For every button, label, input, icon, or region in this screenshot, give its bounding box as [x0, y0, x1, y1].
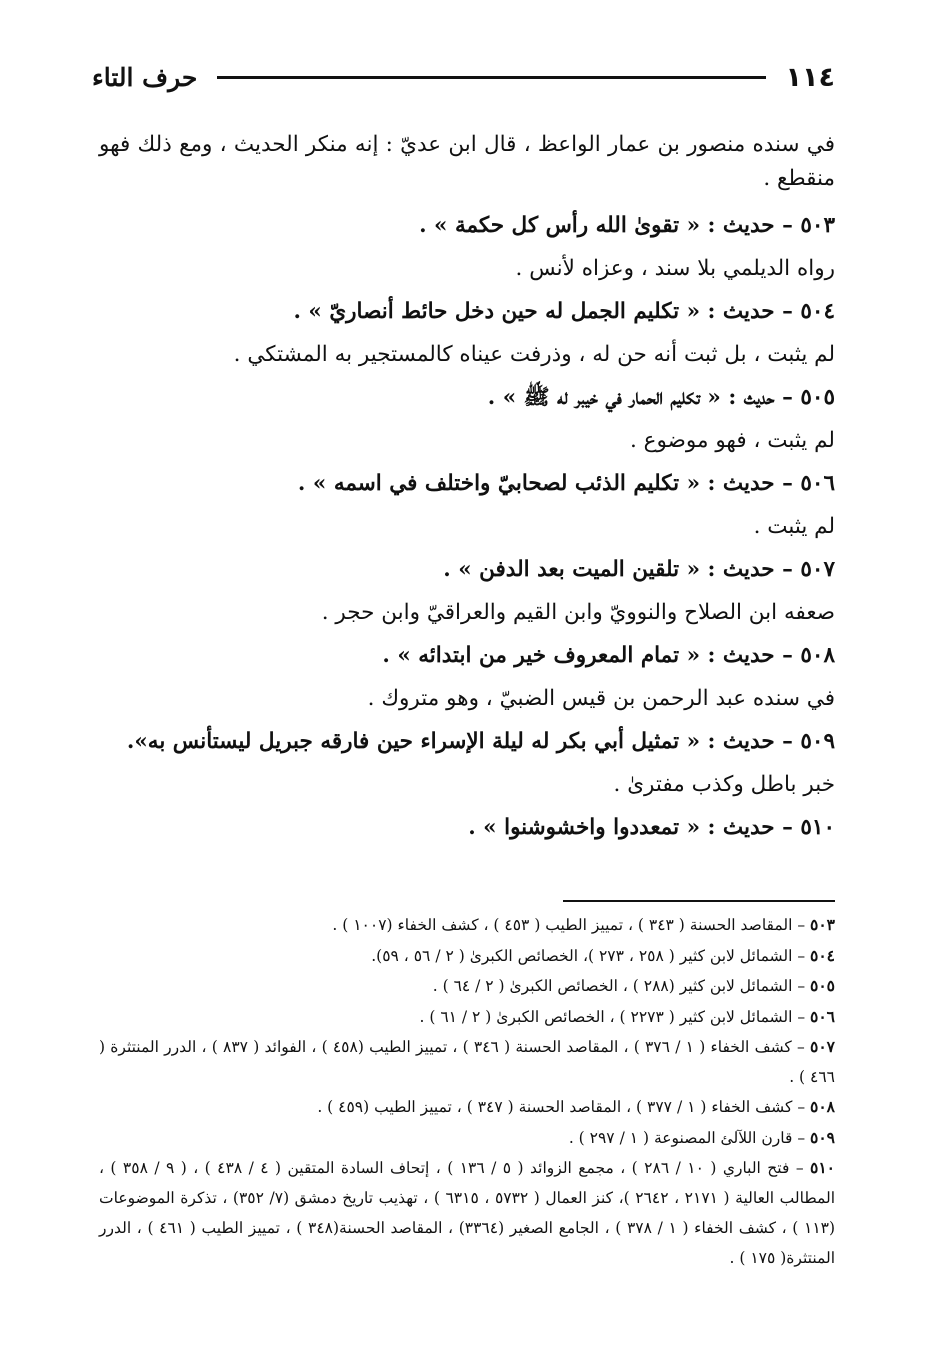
footnote-508 [99, 1092, 835, 1123]
entry-number: ٥٠٩ [800, 729, 835, 754]
hadith-entry-509 [99, 720, 835, 763]
main-text [99, 128, 835, 849]
entry-remark-507: صعفه ابن الصلاح والنوويّ وابن القيم والعراقيّ وابن حجر . [321, 600, 835, 625]
footnote-number: ٥٠٤ [810, 945, 835, 965]
footnote-text: – الشمائل لابن كثير (٢٨٨ ) ، الخصائص الكبرىٰ ( ٢ / ٦٤ ) . [432, 977, 806, 995]
footnote-number: ٥٠٩ [810, 1127, 835, 1147]
intro-paragraph: في سنده منصور بن عمار الواعظ ، قال ابن عديّ : إنه منكر الحديث ، ومع ذلك فهو منقطع . [99, 132, 835, 191]
entry-number: ٥٠٥ [800, 385, 835, 410]
footnote-506 [99, 1002, 835, 1033]
entry-number: ٥٠٨ [800, 643, 835, 668]
footnote-text: – الشمائل لابن كثير ( ٢٥٨ ، ٢٧٣ )، الخصائص الكبرىٰ ( ٢ / ٥٦ ، ٥٩). [371, 946, 806, 965]
entry-text: – حديث : « تكليم الحمار في خيبر له ﷺ » . [487, 385, 793, 410]
footnote-504 [99, 941, 835, 972]
entry-remark-504: لم يثبت ، بل ثبت أنه حن له ، وذرفت عيناه كالمستجير به المشتكي . [233, 342, 835, 367]
entry-remark-509: خبر باطل وكذب مفترىٰ . [613, 772, 835, 797]
entry-text: – حديث : « تلقين الميت بعد الدفن » . [443, 557, 793, 582]
page-number: ١١٤ [785, 61, 835, 93]
hadith-entry-503 [99, 204, 835, 247]
footnote-507 [99, 1032, 835, 1092]
footnote-text: – كشف الخفاء ( ١ / ٣٧٦ ) ، المقاصد الحسنة ( ٣٤٦ ) ، تمييز الطيب (٤٥٨ ) ، الفوائد ( ٨٣٧ ) ، الدرر المنتثرة ( ٤٦٦ ) . [99, 1038, 835, 1086]
hadith-entry-504 [99, 290, 835, 333]
hadith-entry-506 [99, 462, 835, 505]
entry-text: – حديث : « تمثيل أبي بكر له ليلة الإسراء حين فارقه جبريل ليستأنس به». [126, 729, 793, 754]
chapter-title: حرف التاء [92, 62, 198, 92]
footnote-text: – المقاصد الحسنة ( ٣٤٣ ) ، تمييز الطيب ( ٤٥٣ ) ، كشف الخفاء (١٠٠٧ ) . [332, 916, 806, 934]
header-rule [217, 76, 765, 79]
entry-text: – حديث : « تكليم الذئب لصحابيّ واختلف في اسمه » . [297, 471, 793, 496]
hadith-entry-505 [99, 376, 835, 419]
footnote-number: ٥٠٧ [810, 1037, 836, 1056]
entry-remark-505: لم يثبت ، فهو موضوع . [630, 428, 835, 453]
entry-number: ٥١٠ [800, 815, 835, 840]
entry-number: ٥٠٣ [800, 213, 835, 238]
entry-remark-503: رواه الديلمي بلا سند ، وعزاه لأنس . [515, 256, 835, 281]
entry-remark-506: لم يثبت . [753, 514, 835, 539]
entry-number: ٥٠٤ [800, 299, 835, 324]
entry-text: – حديث : « تمعددوا واخشوشنوا » . [468, 815, 793, 840]
hadith-entry-510 [99, 806, 835, 849]
hadith-entry-508 [99, 634, 835, 677]
footnote-text: – فتح الباري ( ١٠ / ٢٨٦ ) ، مجمع الزوائد ( ٥ / ١٣٦ ) ، إتحاف السادة المتقين ( ٤ / ٤٣٨ ) ، ( ٩ / ٣٥٨ ) ، المطالب العالية ( ٢١٧١ ، ٢٦٤٢ )، كنز العمال ( ٥٧٣٢ ، ٦٣١٥ ) ، تهذيب تاريخ دمشق (٧/ ٣٥٢) ، تذكرة الموضوعات (١١٣ ) ، كشف الخفاء ( ١ / ٣٧٨ ) ، الجامع الصغير (٣٣٦٤) ، المقاصد الحسنة(٣٤٨ ) ، تمييز الطيب ( ٤٦١ ) ، الدرر المنتثرة( ١٧٥ ) . [99, 1159, 836, 1267]
footnote-number: ٥٠٣ [810, 915, 835, 934]
footnote-text: – قارن اللآلئ المصنوعة ( ١ / ٢٩٧ ) . [568, 1128, 806, 1147]
entry-number: ٥٠٧ [800, 557, 835, 582]
footnote-text: – الشمائل لابن كثير ( ٢٢٧٣ ) ، الخصائص الكبرىٰ ( ٢ / ٦١ ) . [419, 1007, 806, 1026]
entry-text: – حديث : « تقوىٰ الله رأس كل حكمة » . [419, 213, 793, 238]
footnote-number: ٥٠٨ [810, 1097, 835, 1116]
footnote-509 [99, 1123, 835, 1154]
footnote-510 [99, 1153, 835, 1273]
footnote-503 [99, 910, 835, 941]
footnote-505 [99, 971, 835, 1002]
footnote-number: ٥١٠ [810, 1158, 835, 1177]
running-header [92, 55, 835, 99]
footnote-divider [563, 900, 835, 902]
entry-remark-508: في سنده عبد الرحمن بن قيس الضبيّ ، وهو متروك . [367, 686, 835, 711]
hadith-entry-507 [99, 548, 835, 591]
entry-number: ٥٠٦ [800, 471, 835, 496]
footnote-text: – كشف الخفاء ( ١ / ٣٧٧ ) ، المقاصد الحسنة ( ٣٤٧ ) ، تمييز الطيب (٤٥٩ ) . [317, 1098, 806, 1116]
entry-text: – حديث : « تكليم الجمل له حين دخل حائط أنصاريّ » . [293, 299, 793, 324]
footnote-number: ٥٠٥ [810, 976, 835, 995]
footnotes [99, 910, 835, 1273]
footnote-number: ٥٠٦ [810, 1006, 835, 1026]
entry-text: – حديث : « تمام المعروف خير من ابتدائه » . [382, 643, 793, 668]
